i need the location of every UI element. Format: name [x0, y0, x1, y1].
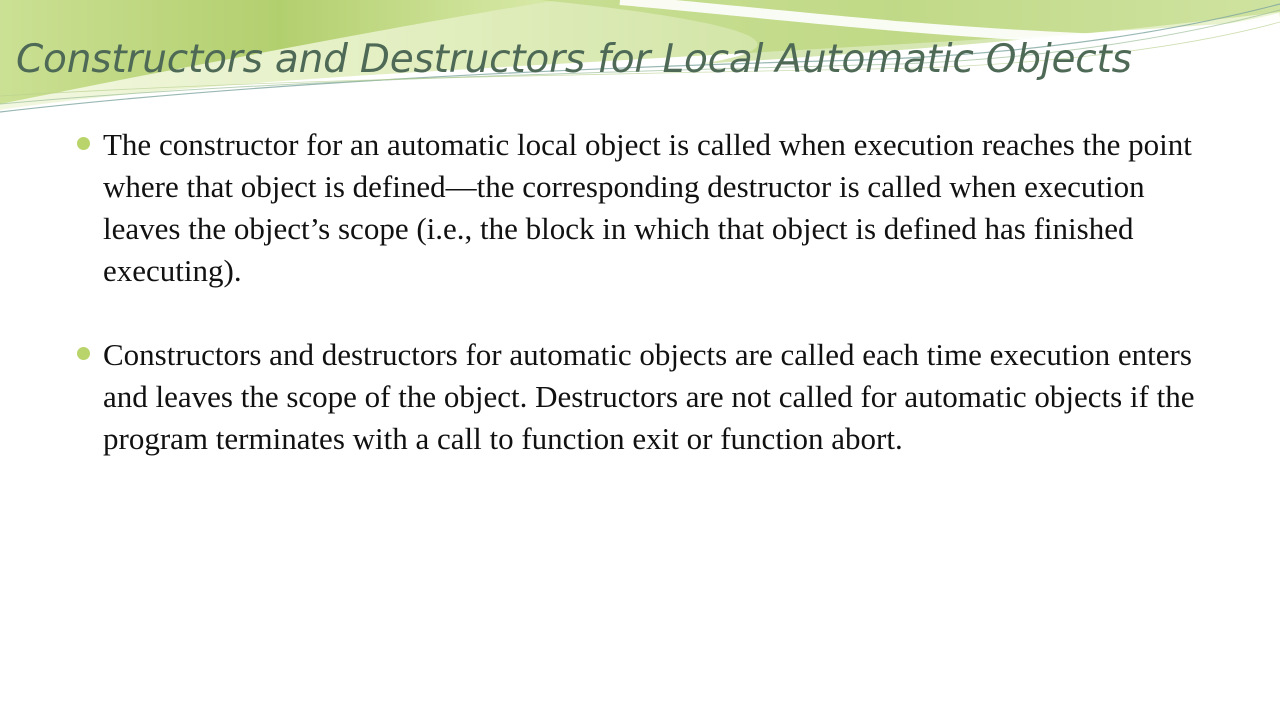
bullet-text: The constructor for an automatic local object is called when execution reaches the point where that object is defined—the corresponding destructor is called when execution leaves the object’s scope (i.e., the block in which that object is defined has finished executing).: [103, 127, 1192, 288]
bullet-dot-icon: [77, 347, 90, 360]
bullet-item: [0, 124, 1280, 292]
bullet-dot-icon: [77, 137, 90, 150]
bullet-text: Constructors and destructors for automatic objects are called each time execution enters and leaves the scope of the object. Destructors are not called for automatic objects if the program terminates with a call to function exit or function abort.: [103, 337, 1195, 456]
bullet-list: [0, 124, 1280, 502]
bullet-item: [0, 334, 1280, 460]
slide-title: Constructors and Destructors for Local Automatic Objects: [16, 37, 1132, 82]
